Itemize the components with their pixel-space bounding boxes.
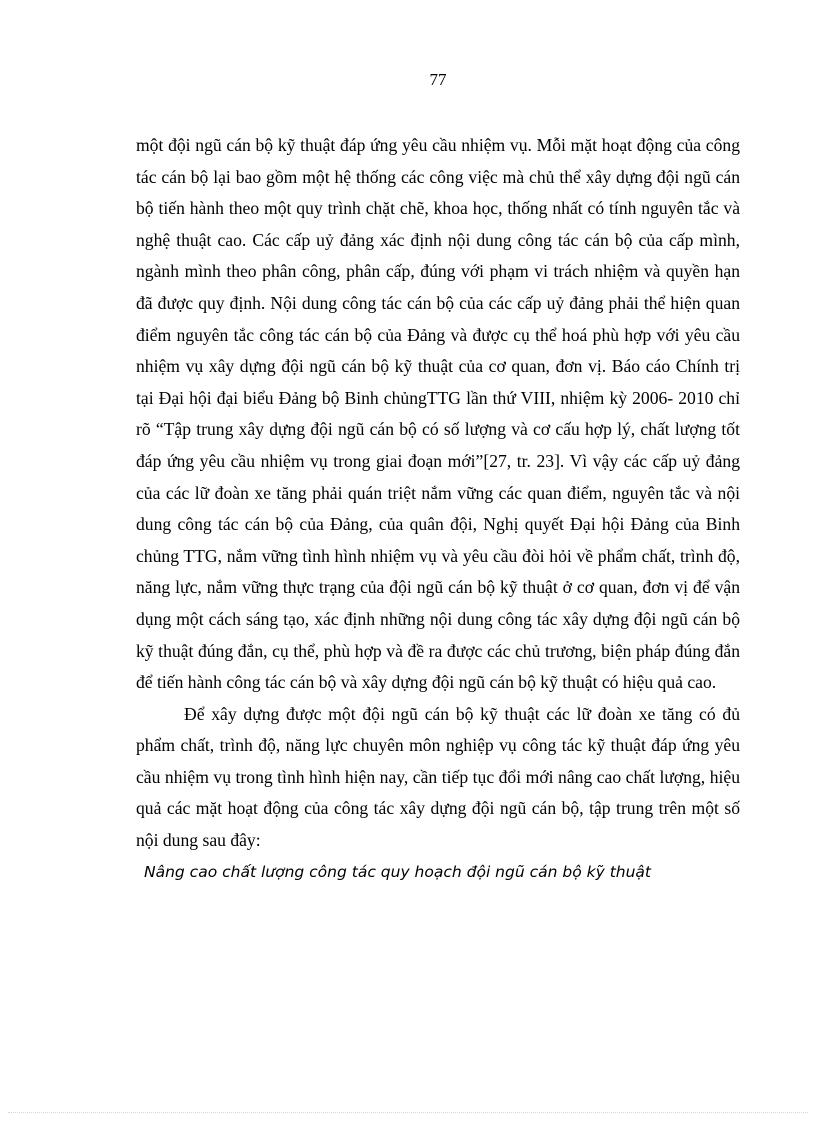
body-text [136,130,740,888]
page-bottom-divider [8,1112,808,1113]
section-subheading: Nâng cao chất lượng công tác quy hoạch đội ngũ cán bộ kỹ thuật [144,862,651,881]
paragraph-2: Để xây dựng được một đội ngũ cán bộ kỹ thuật các lữ đoàn xe tăng có đủ phẩm chất, trình độ, năng lực chuyên môn nghiệp vụ công tác kỹ thuật đáp ứng yêu cầu nhiệm vụ trong tình hình hiện nay, cần tiếp tục đổi mới nâng cao chất lượng, hiệu quả các mặt hoạt động của công tác xây dựng đội ngũ cán bộ, tập trung trên một số nội dung sau đây: [136,703,740,851]
paragraph-1: một đội ngũ cán bộ kỹ thuật đáp ứng yêu cầu nhiệm vụ. Mỗi mặt hoạt động của công tác cán bộ lại bao gồm một hệ thống các công việc mà chủ thể xây dựng đội ngũ cán bộ tiến hành theo một quy trình chặt chẽ, khoa học, thống nhất có tính nguyên tắc và nghệ thuật cao. Các cấp uỷ đảng xác định nội dung công tác cán bộ của cấp mình, ngành mình theo phân công, phân cấp, đúng với phạm vi trách nhiệm và quyền hạn đã được quy định. Nội dung công tác cán bộ của các cấp uỷ đảng phải thể hiện quan điểm nguyên tắc công tác cán bộ của Đảng và được cụ thể hoá phù hợp với yêu cầu nhiệm vụ xây dựng đội ngũ cán bộ kỹ thuật của cơ quan, đơn vị. Báo cáo Chính trị tại Đại hội đại biểu Đảng bộ Binh chủngTTG lần thứ VIII, nhiệm kỳ 2006- 2010 chỉ rõ “Tập trung xây dựng đội ngũ cán bộ có số lượng và cơ cấu hợp lý, chất lượng tốt đáp ứng yêu cầu nhiệm vụ trong giai đoạn mới”[27, tr. 23]. Vì vậy các cấp uỷ đảng của các lữ đoàn xe tăng phải quán triệt nắm vững các quan điểm, nguyên tắc và nội dung công tác cán bộ của Đảng, của quân đội, Nghị quyết Đại hội Đảng của Binh chủng TTG, nắm vững tình hình nhiệm vụ và yêu cầu đòi hỏi về phẩm chất, trình độ, năng lực, nắm vững thực trạng của đội ngũ cán bộ kỹ thuật ở cơ quan, đơn vị để vận dụng một cách sáng tạo, xác định những nội dung công tác xây dựng đội ngũ cán bộ kỹ thuật đúng đắn, cụ thể, phù hợp và đề ra được các chủ trương, biện pháp đúng đắn để tiến hành công tác cán bộ và xây dựng đội ngũ cán bộ kỹ thuật có hiệu quả cao. [136,135,740,693]
page-number: 77 [429,70,447,89]
